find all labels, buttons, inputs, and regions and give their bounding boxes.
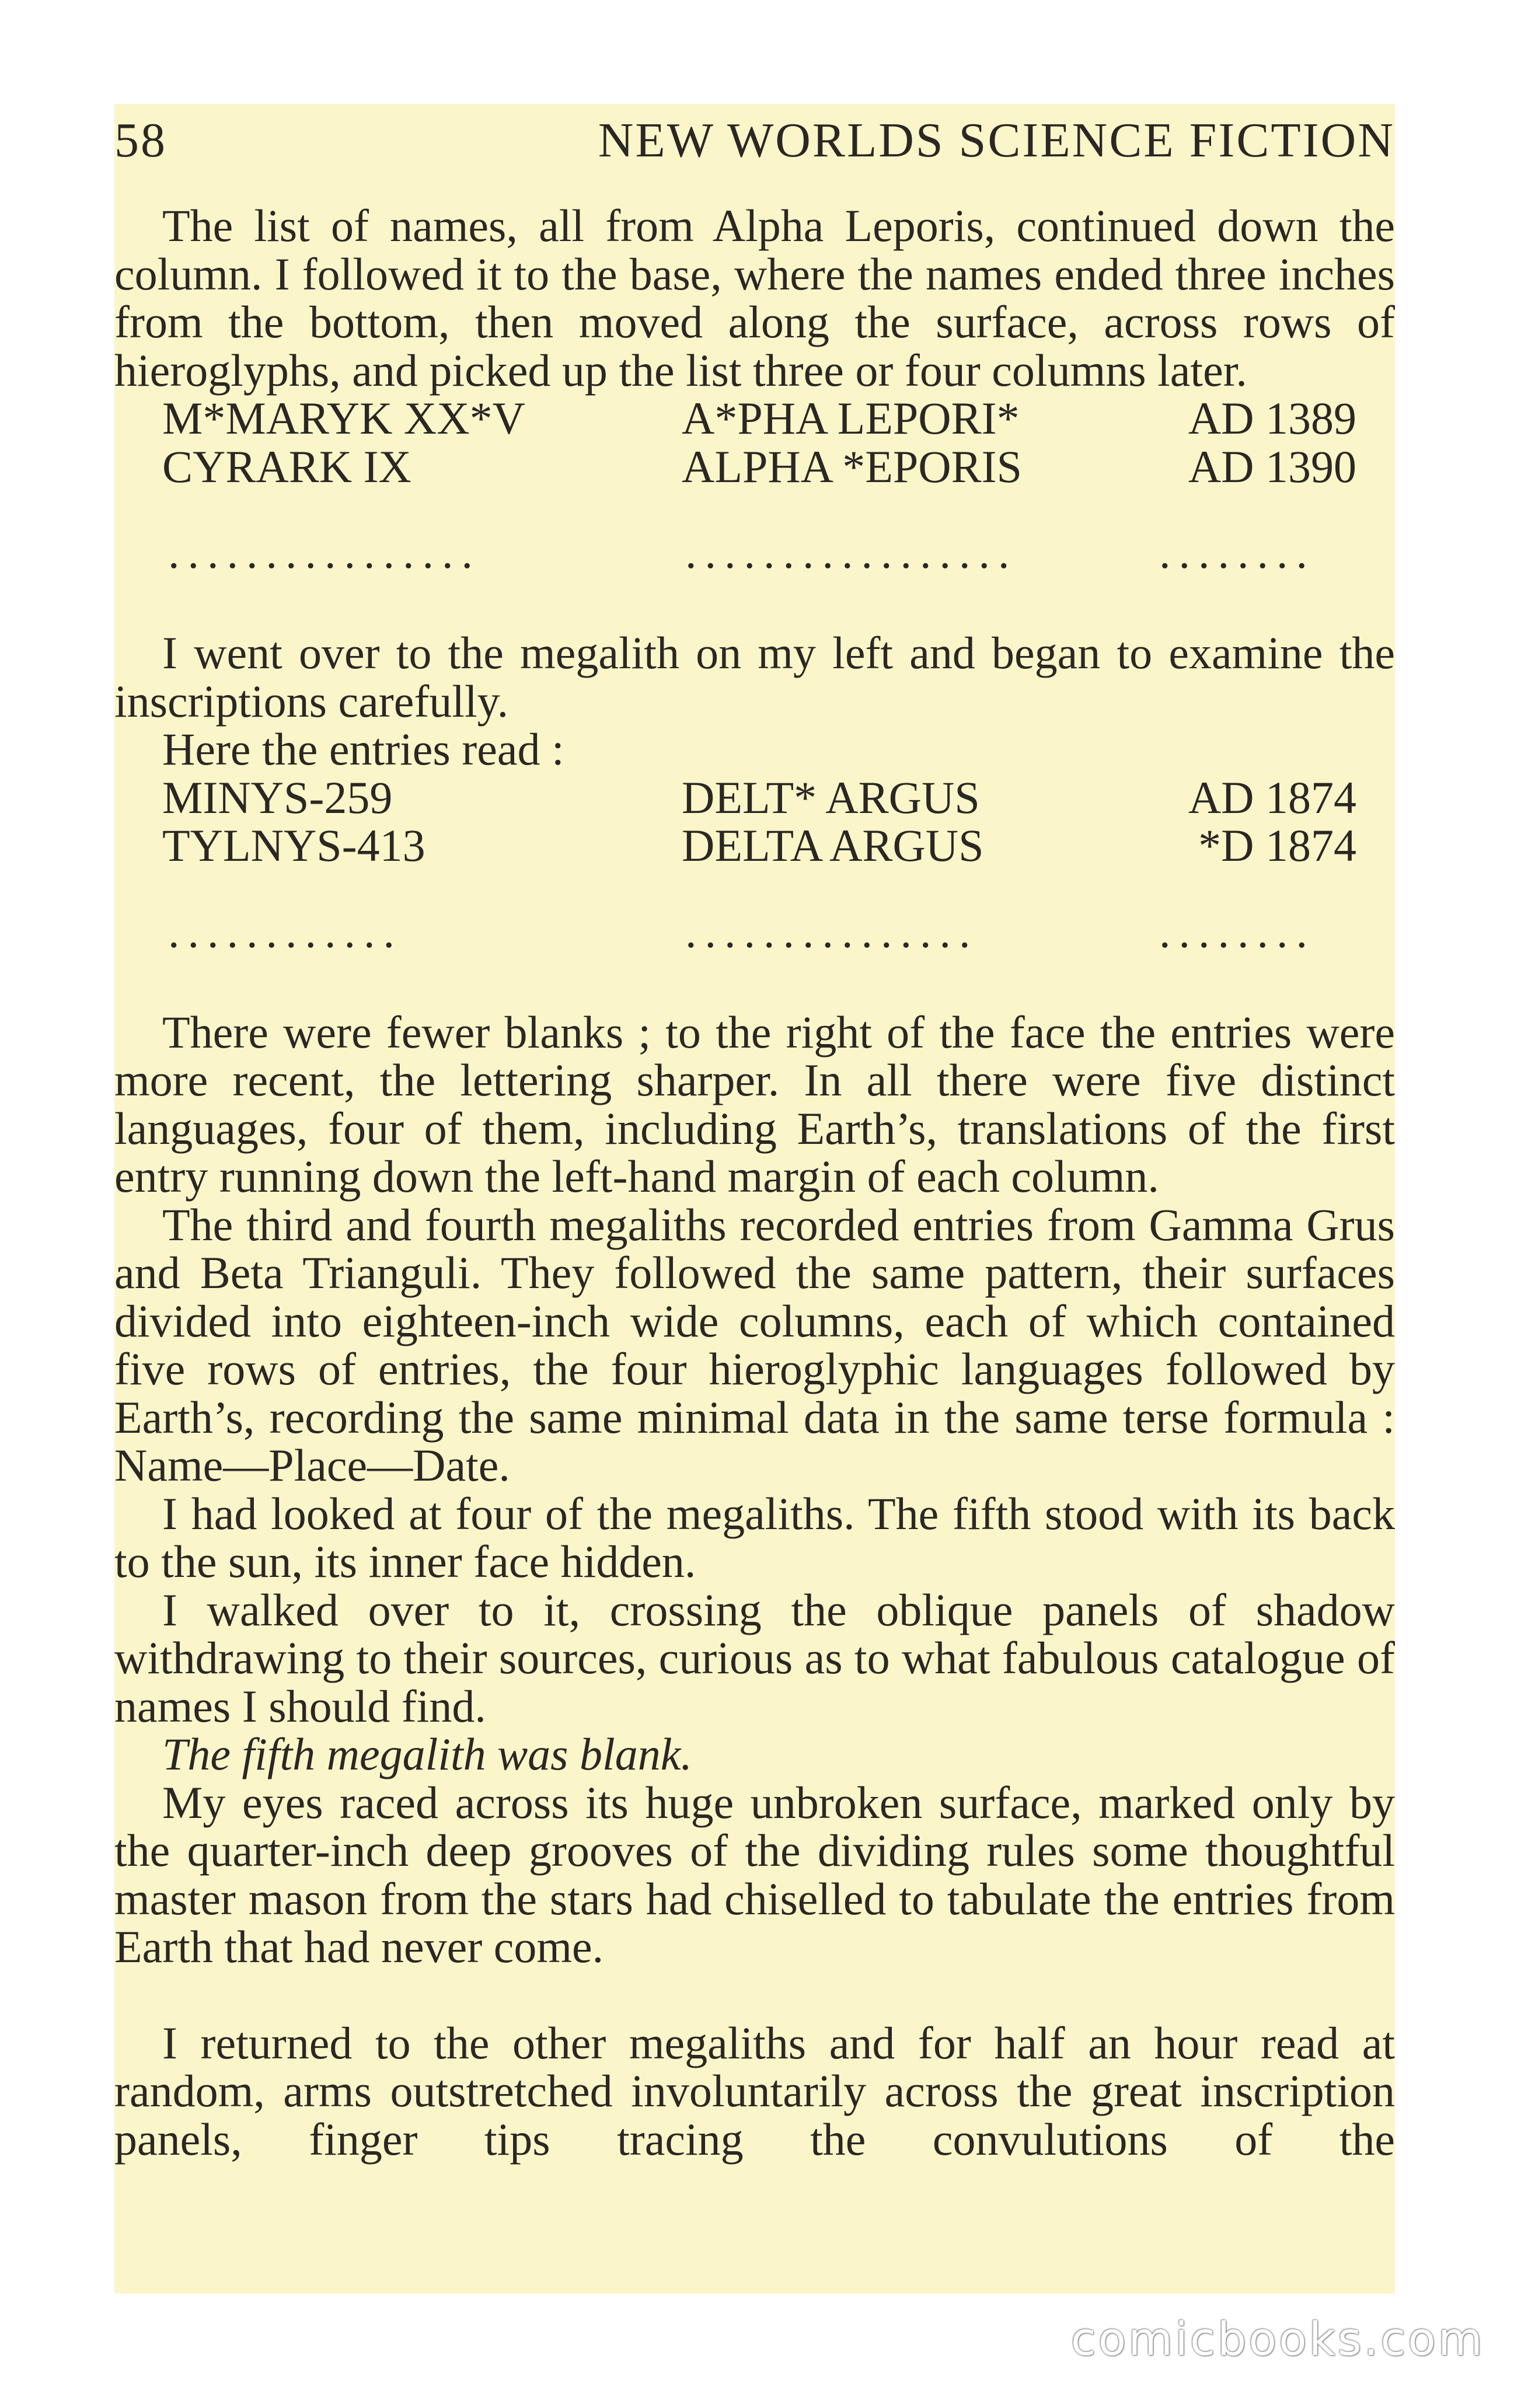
entry-place: A*PHA LEPORI* (682, 393, 1020, 444)
entry-name: CYRARK IX (162, 441, 411, 492)
page-number: 58 (114, 113, 167, 167)
paragraph: The list of names, all from Alpha Leporis, continued down the column. I followed it to the base, where the names ended three inches from the bottom, then moved along the surface, across rows of hieroglyphs, and picked up the list three or four columns later. (114, 200, 1395, 396)
paragraph: I walked over to it, crossing the oblique panels of shadow withdrawing to their sources, curious as to what fabulous catalogue of names I should find. (114, 1584, 1395, 1732)
inscription-row (114, 395, 1395, 443)
entry-date: AD 1390 (1188, 441, 1356, 492)
paragraph: I had looked at four of the megaliths. The fifth stood with its back to the sun, its inner face hidden. (114, 1488, 1395, 1587)
entry-date: *D 1874 (1198, 820, 1356, 871)
paragraph: Here the entries read : (162, 724, 564, 774)
paragraph: I went over to the megalith on my left and began to examine the inscriptions carefully. (114, 627, 1395, 727)
entry-date: AD 1389 (1188, 393, 1356, 444)
page-header (114, 106, 1395, 176)
entry-name: MINYS-259 (162, 772, 393, 823)
entry-date: AD 1874 (1188, 772, 1356, 823)
inscription-table (114, 774, 1395, 870)
dotted-leader-row (114, 908, 1395, 961)
inscription-row (114, 443, 1395, 491)
dotted-leader: ........ (1159, 906, 1316, 957)
running-head: NEW WORLDS SCIENCE FICTION (598, 113, 1395, 167)
spacer (114, 1971, 1395, 2019)
paragraph: My eyes raced across its huge unbroken surface, marked only by the quarter-inch deep grooves of the dividing rules some thoughtful master mason from the stars had chiselled to tabulate the entries from Earth that had never come. (114, 1777, 1395, 1972)
book-page (114, 104, 1395, 2294)
dotted-leader: ........ (1159, 527, 1316, 578)
dotted-leader: ............ (168, 906, 403, 957)
inscription-row (114, 774, 1395, 822)
paragraph: I returned to the other megaliths and for half an hour read at random, arms outstretched involuntarily across the great inscription panels, finger tips tracing the convulutions of the (114, 2017, 1395, 2165)
paragraph-emphasis: The fifth megalith was blank. (162, 1729, 692, 1779)
inscription-row (114, 822, 1395, 870)
entry-place: DELT* ARGUS (682, 772, 980, 823)
paragraph: The third and fourth megaliths recorded entries from Gamma Grus and Beta Trianguli. They followed the same pattern, their surfaces divided into eighteen-inch wide columns, each of which contained five rows of entries, the four hieroglyphic languages followed by Earth’s, recording the same minimal data in the same terse formula : Name—Place—Date. (114, 1199, 1395, 1491)
entry-name: M*MARYK XX*V (162, 393, 525, 444)
entry-place: DELTA ARGUS (682, 820, 984, 871)
site-watermark: comicbooks.com (1070, 2313, 1485, 2366)
dotted-leader: ................. (685, 527, 1018, 578)
page-body (114, 202, 1395, 2163)
dotted-leader: ............... (685, 906, 979, 957)
entry-name: TYLNYS-413 (162, 820, 425, 871)
spacer (114, 581, 1395, 629)
entry-place: ALPHA *EPORIS (682, 441, 1022, 492)
dotted-leader-row (114, 529, 1395, 581)
paragraph: There were fewer blanks ; to the right of the face the entries were more recent, the lettering sharper. In all there were five distinct languages, four of them, including Earth’s, translations of the first entry running down the left-hand margin of each column. (114, 1006, 1395, 1202)
inscription-table (114, 395, 1395, 490)
spacer (114, 961, 1395, 1008)
dotted-leader: ................ (168, 527, 481, 578)
